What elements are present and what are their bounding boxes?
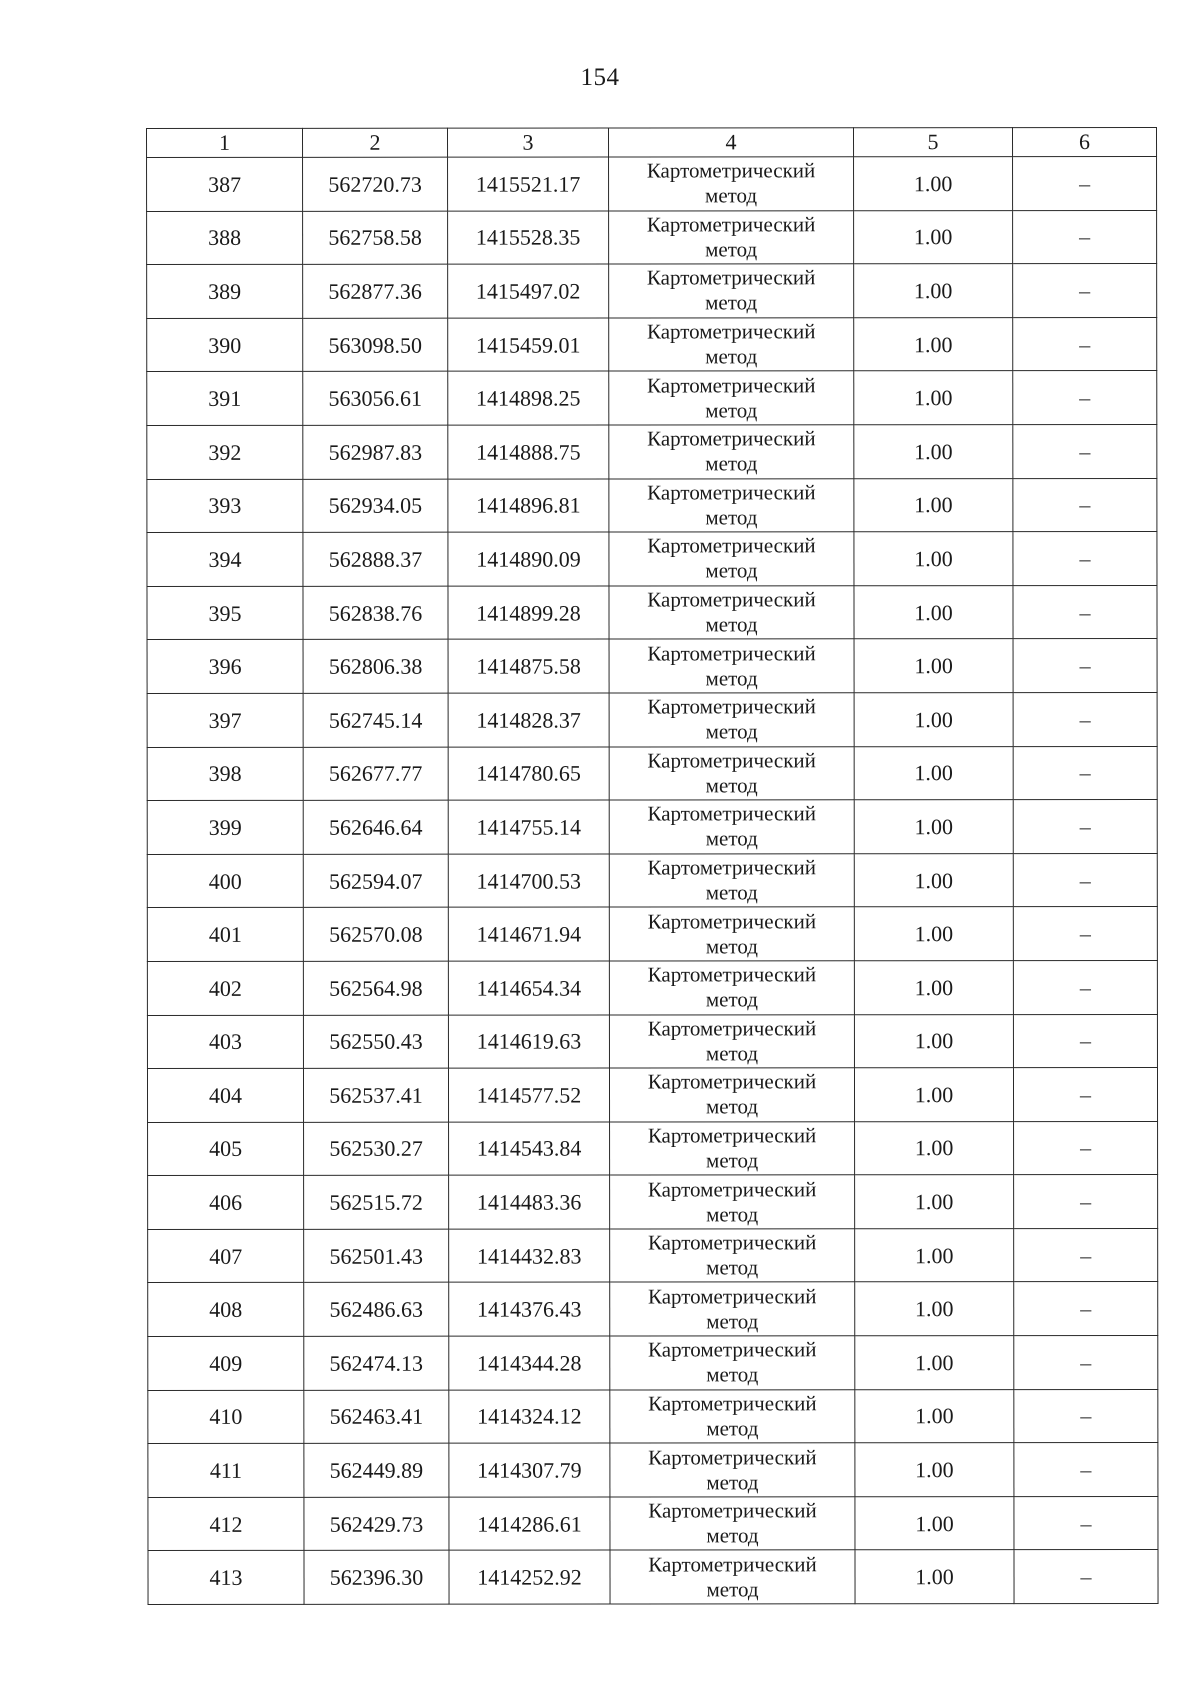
- table-row: [147, 156, 1157, 211]
- method-text-line-1: Картометрический: [647, 372, 816, 398]
- point-number-cell: 393: [147, 479, 303, 533]
- method-text-line-2: метод: [705, 1094, 759, 1119]
- table-row: [147, 800, 1157, 855]
- method-text-line-1: Картометрический: [647, 1284, 817, 1309]
- method-text-line-1: Картометрический: [647, 1123, 817, 1148]
- table-header-row: [147, 127, 1157, 157]
- note-cell: –: [1013, 478, 1157, 532]
- accuracy-cell: 1.00: [854, 264, 1013, 318]
- y-coordinate-cell: 1414700.53: [448, 854, 609, 908]
- point-number-cell: 412: [148, 1497, 304, 1551]
- method-text-line-2: метод: [706, 1201, 759, 1226]
- table-row: [147, 692, 1157, 747]
- note-cell: –: [1013, 692, 1157, 746]
- y-coordinate-cell: 1414875.58: [448, 639, 609, 693]
- method-cell: [610, 1229, 855, 1283]
- method-cell: [609, 1014, 854, 1068]
- accuracy-cell: 1.00: [854, 907, 1013, 961]
- point-number-cell: 388: [147, 211, 303, 265]
- accuracy-cell: 1.00: [854, 693, 1013, 747]
- method-text-line-2: метод: [705, 558, 758, 583]
- accuracy-cell: 1.00: [855, 1121, 1014, 1175]
- method-text-line-2: метод: [706, 1148, 759, 1173]
- point-number-cell: 391: [147, 372, 303, 426]
- y-coordinate-cell: 1414577.52: [448, 1068, 609, 1122]
- table-row: [148, 1389, 1158, 1444]
- note-cell: –: [1013, 639, 1157, 693]
- x-coordinate-cell: 562806.38: [303, 640, 448, 694]
- method-text-line-1: Картометрический: [648, 1337, 817, 1362]
- note-cell: –: [1013, 907, 1157, 961]
- y-coordinate-cell: 1414432.83: [449, 1229, 610, 1283]
- note-cell: –: [1014, 1389, 1158, 1443]
- method-text-line-2: метод: [706, 1362, 759, 1387]
- method-text-line-1: Картометрический: [647, 908, 817, 934]
- method-cell: [610, 1497, 855, 1551]
- x-coordinate-cell: 562396.30: [304, 1551, 449, 1605]
- method-text-line-2: метод: [706, 1577, 759, 1602]
- x-coordinate-cell: 562530.27: [304, 1122, 449, 1176]
- method-text-line-1: Картометрический: [647, 640, 816, 666]
- y-coordinate-cell: 1414671.94: [448, 907, 609, 961]
- accuracy-cell: 1.00: [854, 157, 1013, 211]
- note-cell: –: [1013, 424, 1157, 478]
- method-text-line-2: метод: [705, 183, 758, 208]
- table-row: [147, 585, 1157, 640]
- column-header: 6: [1013, 127, 1157, 156]
- note-cell: –: [1014, 1228, 1158, 1282]
- method-text-line-2: метод: [705, 666, 758, 691]
- note-cell: –: [1013, 585, 1157, 639]
- accuracy-cell: 1.00: [855, 1496, 1014, 1550]
- y-coordinate-cell: 1414890.09: [448, 532, 609, 586]
- method-text-line-2: метод: [706, 1469, 759, 1494]
- table-row: [147, 264, 1157, 319]
- note-cell: –: [1014, 1443, 1158, 1497]
- point-number-cell: 389: [147, 265, 303, 319]
- x-coordinate-cell: 562429.73: [304, 1497, 449, 1551]
- table-row: [147, 424, 1157, 479]
- y-coordinate-cell: 1414324.12: [449, 1390, 610, 1444]
- note-cell: –: [1013, 853, 1157, 907]
- accuracy-cell: 1.00: [855, 1175, 1014, 1229]
- method-cell: [609, 907, 854, 961]
- method-text-line-2: метод: [705, 773, 758, 798]
- y-coordinate-cell: 1414376.43: [449, 1282, 610, 1336]
- y-coordinate-cell: 1414780.65: [448, 747, 609, 801]
- method-text-line-2: метод: [705, 987, 758, 1012]
- coordinates-table: [146, 127, 1159, 1605]
- method-text-line-2: метод: [705, 719, 758, 744]
- method-text-line-1: Картометрический: [647, 1016, 817, 1041]
- x-coordinate-cell: 562486.63: [304, 1283, 449, 1337]
- method-text-line-2: метод: [705, 826, 758, 851]
- method-cell: [609, 1068, 854, 1122]
- method-text-line-1: Картометрический: [647, 1176, 817, 1202]
- table-row: [147, 853, 1157, 908]
- accuracy-cell: 1.00: [854, 746, 1013, 800]
- method-text-line-1: Картометрический: [646, 319, 816, 344]
- x-coordinate-cell: 562877.36: [303, 264, 448, 318]
- point-number-cell: 404: [147, 1068, 303, 1122]
- method-text-line-1: Картометрический: [647, 480, 816, 505]
- accuracy-cell: 1.00: [854, 1014, 1013, 1068]
- note-cell: –: [1014, 1336, 1158, 1390]
- note-cell: –: [1013, 210, 1157, 264]
- table-row: [147, 907, 1157, 962]
- y-coordinate-cell: 1414755.14: [448, 800, 609, 854]
- method-text-line-1: Картометрический: [648, 1498, 817, 1523]
- method-text-line-2: метод: [705, 1041, 759, 1066]
- y-coordinate-cell: 1414252.92: [449, 1550, 610, 1604]
- method-text-line-1: Картометрический: [647, 748, 816, 773]
- accuracy-cell: 1.00: [854, 317, 1013, 371]
- table-row: [147, 960, 1157, 1015]
- method-text-line-1: Картометрический: [646, 158, 816, 183]
- method-text-line-2: метод: [706, 1523, 759, 1548]
- column-header: 3: [448, 128, 609, 157]
- point-number-cell: 395: [147, 586, 303, 640]
- method-cell: [609, 586, 854, 640]
- y-coordinate-cell: 1414899.28: [448, 586, 609, 640]
- column-header: 1: [147, 128, 303, 157]
- accuracy-cell: 1.00: [854, 210, 1013, 264]
- table-row: [148, 1121, 1158, 1176]
- note-cell: –: [1013, 264, 1157, 318]
- x-coordinate-cell: 562720.73: [303, 157, 448, 211]
- table-row: [148, 1282, 1158, 1337]
- x-coordinate-cell: 562594.07: [303, 854, 448, 908]
- y-coordinate-cell: 1414543.84: [449, 1122, 610, 1176]
- method-cell: [609, 478, 854, 532]
- point-number-cell: 402: [147, 961, 303, 1015]
- y-coordinate-cell: 1415528.35: [448, 211, 609, 265]
- table-row: [148, 1550, 1158, 1605]
- method-text-line-2: метод: [706, 1309, 759, 1334]
- table-row: [147, 639, 1157, 694]
- y-coordinate-cell: 1415459.01: [448, 318, 609, 372]
- accuracy-cell: 1.00: [854, 532, 1013, 586]
- point-number-cell: 400: [147, 854, 303, 908]
- method-text-line-1: Картометрический: [647, 962, 817, 987]
- x-coordinate-cell: 562564.98: [303, 961, 448, 1015]
- y-coordinate-cell: 1414654.34: [448, 961, 609, 1015]
- x-coordinate-cell: 562888.37: [303, 532, 448, 586]
- point-number-cell: 387: [147, 157, 303, 211]
- accuracy-cell: 1.00: [855, 1282, 1014, 1336]
- point-number-cell: 406: [148, 1176, 304, 1230]
- accuracy-cell: 1.00: [855, 1443, 1014, 1497]
- x-coordinate-cell: 562550.43: [303, 1015, 448, 1069]
- x-coordinate-cell: 562745.14: [303, 693, 448, 747]
- table-row: [147, 210, 1157, 265]
- method-text-line-2: метод: [705, 612, 758, 637]
- accuracy-cell: 1.00: [854, 478, 1013, 532]
- table-row: [148, 1175, 1158, 1230]
- accuracy-cell: 1.00: [855, 1228, 1014, 1282]
- note-cell: –: [1014, 1121, 1158, 1175]
- note-cell: –: [1014, 1175, 1158, 1229]
- method-cell: [610, 1443, 855, 1497]
- y-coordinate-cell: 1414828.37: [448, 693, 609, 747]
- accuracy-cell: 1.00: [854, 853, 1013, 907]
- method-cell: [609, 210, 854, 264]
- column-header: 5: [854, 128, 1013, 157]
- x-coordinate-cell: 563098.50: [303, 318, 448, 372]
- note-cell: –: [1013, 800, 1157, 854]
- point-number-cell: 405: [148, 1122, 304, 1176]
- table-row: [147, 746, 1157, 801]
- table-row: [147, 532, 1157, 587]
- method-text-line-1: Картометрический: [647, 426, 816, 451]
- method-text-line-2: метод: [705, 344, 758, 369]
- method-text-line-2: метод: [705, 290, 758, 315]
- x-coordinate-cell: 562463.41: [304, 1390, 449, 1444]
- note-cell: –: [1013, 371, 1157, 425]
- method-text-line-1: Картометрический: [648, 1391, 817, 1416]
- accuracy-cell: 1.00: [854, 800, 1013, 854]
- method-cell: [609, 853, 854, 907]
- method-text-line-1: Картометрический: [647, 694, 816, 719]
- point-number-cell: 394: [147, 532, 303, 586]
- table-row: [147, 317, 1157, 372]
- accuracy-cell: 1.00: [854, 585, 1013, 639]
- method-cell: [609, 746, 854, 800]
- x-coordinate-cell: 562449.89: [304, 1443, 449, 1497]
- method-cell: [609, 157, 854, 211]
- note-cell: –: [1013, 317, 1157, 371]
- point-number-cell: 398: [147, 747, 303, 801]
- point-number-cell: 408: [148, 1283, 304, 1337]
- method-text-line-1: Картометрический: [647, 801, 816, 826]
- method-cell: [609, 532, 854, 586]
- y-coordinate-cell: 1414286.61: [449, 1497, 610, 1551]
- method-text-line-1: Картометрический: [647, 1069, 817, 1094]
- accuracy-cell: 1.00: [854, 425, 1013, 479]
- method-cell: [610, 1550, 855, 1604]
- note-cell: –: [1013, 1014, 1157, 1068]
- method-text-line-1: Картометрический: [646, 265, 816, 290]
- method-text-line-2: метод: [706, 1255, 759, 1280]
- point-number-cell: 411: [148, 1444, 304, 1498]
- method-text-line-1: Картометрический: [647, 587, 816, 612]
- x-coordinate-cell: 562570.08: [303, 907, 448, 961]
- note-cell: –: [1013, 156, 1157, 210]
- y-coordinate-cell: 1414898.25: [448, 371, 609, 425]
- method-text-line-2: метод: [705, 933, 758, 959]
- method-text-line-2: метод: [705, 880, 758, 905]
- note-cell: –: [1013, 960, 1157, 1014]
- method-cell: [610, 1389, 855, 1443]
- method-cell: [609, 318, 854, 372]
- method-cell: [610, 1175, 855, 1229]
- x-coordinate-cell: 562474.13: [304, 1336, 449, 1390]
- point-number-cell: 401: [147, 908, 303, 962]
- y-coordinate-cell: 1414483.36: [449, 1175, 610, 1229]
- method-text-line-2: метод: [706, 1416, 759, 1441]
- point-number-cell: 403: [147, 1015, 303, 1069]
- method-text-line-1: Картометрический: [648, 1444, 817, 1470]
- table-row: [148, 1228, 1158, 1283]
- point-number-cell: 390: [147, 318, 303, 372]
- method-text-line-1: Картометрический: [647, 533, 816, 558]
- method-text-line-1: Картометрический: [646, 212, 816, 237]
- y-coordinate-cell: 1414888.75: [448, 425, 609, 479]
- method-text-line-1: Картометрический: [648, 1552, 817, 1577]
- note-cell: –: [1014, 1496, 1158, 1550]
- table-row: [147, 1014, 1157, 1069]
- x-coordinate-cell: 562987.83: [303, 425, 448, 479]
- note-cell: –: [1013, 746, 1157, 800]
- table-row: [148, 1496, 1158, 1551]
- point-number-cell: 407: [148, 1229, 304, 1283]
- method-cell: [610, 1121, 855, 1175]
- note-cell: –: [1014, 1550, 1158, 1604]
- method-text-line-2: метод: [705, 398, 758, 423]
- x-coordinate-cell: 562501.43: [304, 1229, 449, 1283]
- x-coordinate-cell: 562838.76: [303, 586, 448, 640]
- method-text-line-2: метод: [705, 451, 758, 476]
- table-row: [147, 1068, 1157, 1123]
- table-row: [148, 1336, 1158, 1391]
- method-text-line-1: Картометрический: [647, 1230, 817, 1255]
- accuracy-cell: 1.00: [854, 371, 1013, 425]
- method-cell: [609, 425, 854, 479]
- accuracy-cell: 1.00: [855, 1550, 1014, 1604]
- method-cell: [610, 1282, 855, 1336]
- x-coordinate-cell: 562537.41: [303, 1068, 448, 1122]
- accuracy-cell: 1.00: [855, 1389, 1014, 1443]
- accuracy-cell: 1.00: [855, 1336, 1014, 1390]
- table-row: [147, 371, 1157, 426]
- x-coordinate-cell: 563056.61: [303, 372, 448, 426]
- y-coordinate-cell: 1414619.63: [448, 1015, 609, 1069]
- column-header: 2: [303, 128, 448, 157]
- method-cell: [610, 1336, 855, 1390]
- y-coordinate-cell: 1415497.02: [448, 264, 609, 318]
- method-text-line-2: метод: [705, 237, 758, 262]
- column-header: 4: [609, 128, 854, 157]
- method-cell: [609, 639, 854, 693]
- y-coordinate-cell: 1415521.17: [448, 157, 609, 211]
- x-coordinate-cell: 562758.58: [303, 211, 448, 265]
- point-number-cell: 396: [147, 640, 303, 694]
- method-cell: [609, 371, 854, 425]
- note-cell: –: [1013, 1068, 1157, 1122]
- y-coordinate-cell: 1414896.81: [448, 479, 609, 533]
- method-cell: [609, 800, 854, 854]
- accuracy-cell: 1.00: [854, 1068, 1013, 1122]
- note-cell: –: [1014, 1282, 1158, 1336]
- accuracy-cell: 1.00: [854, 960, 1013, 1014]
- point-number-cell: 413: [148, 1551, 304, 1605]
- y-coordinate-cell: 1414344.28: [449, 1336, 610, 1390]
- y-coordinate-cell: 1414307.79: [449, 1443, 610, 1497]
- method-text-line-2: метод: [705, 505, 758, 530]
- point-number-cell: 397: [147, 693, 303, 747]
- point-number-cell: 409: [148, 1336, 304, 1390]
- point-number-cell: 392: [147, 425, 303, 479]
- point-number-cell: 399: [147, 800, 303, 854]
- method-cell: [609, 693, 854, 747]
- x-coordinate-cell: 562515.72: [304, 1175, 449, 1229]
- x-coordinate-cell: 562646.64: [303, 800, 448, 854]
- note-cell: –: [1013, 532, 1157, 586]
- method-cell: [609, 961, 854, 1015]
- x-coordinate-cell: 562934.05: [303, 479, 448, 533]
- x-coordinate-cell: 562677.77: [303, 747, 448, 801]
- table-row: [148, 1443, 1158, 1498]
- accuracy-cell: 1.00: [854, 639, 1013, 693]
- method-text-line-1: Картометрический: [647, 855, 817, 880]
- coordinates-table-body: [147, 127, 1159, 1604]
- point-number-cell: 410: [148, 1390, 304, 1444]
- method-cell: [609, 264, 854, 318]
- page-number: 154: [580, 64, 620, 91]
- table-row: [147, 478, 1157, 533]
